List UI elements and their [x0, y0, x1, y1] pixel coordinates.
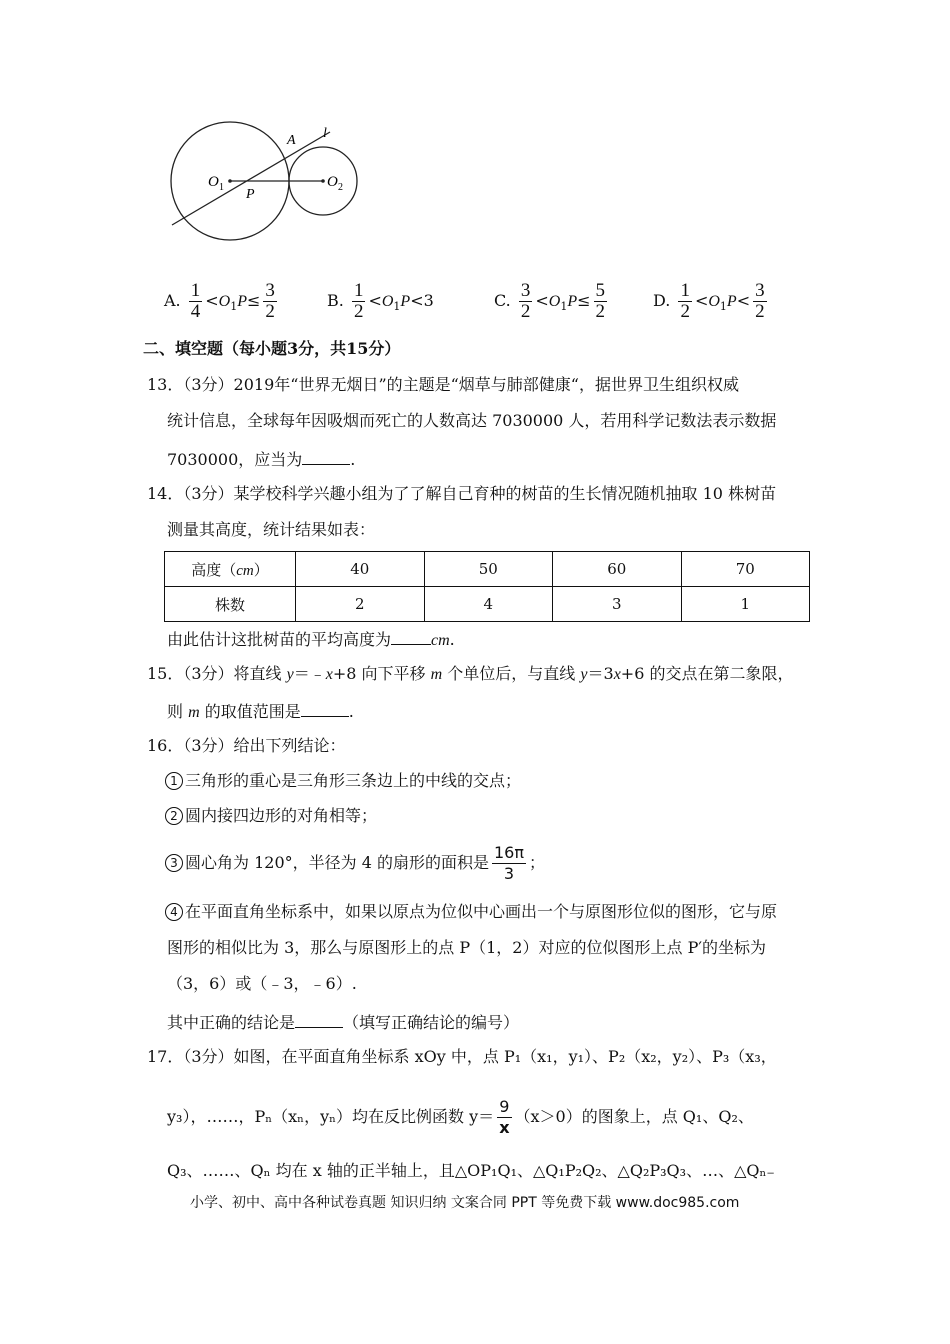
table-cell: 70	[681, 552, 810, 587]
q14-line3: 由此估计这批树苗的平均高度为 cm.	[167, 630, 455, 649]
inverse-function-frac: $\frac{9}{x}$	[499, 1097, 510, 1137]
section-title: 二、填空题（每小题3分，共15分）	[143, 339, 401, 358]
q15-line2: 则 m 的取值范围是 .	[167, 702, 354, 721]
q13-line1: 13．（3分）2019年“世界无烟日”的主题是“烟草与肺部健康“，据世界卫生组织权威	[147, 375, 739, 394]
label-p: P	[246, 187, 255, 202]
point-o2	[321, 179, 325, 183]
table-row	[165, 552, 810, 587]
q16-item4-line1: 4 在平面直角坐标系中，如果以原点为位似中心画出一个与原图形位似的图形，它与原	[165, 902, 777, 922]
number-circle: 4	[165, 903, 183, 921]
table-header-count: 株数	[165, 587, 296, 622]
table-cell: 60	[553, 552, 682, 587]
table-cell: 4	[424, 587, 553, 622]
label-o2-sub: 2	[338, 182, 343, 193]
sector-area-frac: $\frac{16\pi}{3}$	[493, 843, 524, 883]
answer-blank	[295, 1011, 343, 1028]
q14-line1: 14．（3分）某学校科学兴趣小组为了了解自己育种的树苗的生长情况随机抽取 10 株树苗	[147, 484, 777, 503]
option-b: B. $\frac{1}{2}$ $<O_1P<3$	[327, 280, 434, 322]
q16-item4-line2: 图形的相似比为 3，那么与原图形上的点 P（1，2）对应的位似图形上点 P′的坐标为	[167, 938, 766, 957]
answer-blank	[302, 448, 350, 465]
q13-line3: 7030000，应当为 .	[167, 450, 356, 469]
q16-item3: 3 圆心角为 120°，半径为 4 的扇形的面积是 $\frac{16\pi}{3}$ ；	[165, 840, 545, 886]
option-d: D. $\frac{1}{2}$ $<O_1P<$ $\frac{3}{2}$	[653, 280, 765, 322]
q16-item4-line3: （3，6）或（﹣3，﹣6）.	[167, 974, 357, 993]
table-row	[165, 587, 810, 622]
number-circle: 3	[165, 854, 183, 872]
table-cell: 40	[296, 552, 425, 587]
q16-item2: 2 圆内接四边形的对角相等；	[165, 806, 377, 826]
table-cell: 2	[296, 587, 425, 622]
table-cell: 1	[681, 587, 810, 622]
number-circle: 1	[165, 772, 183, 790]
q15-line1: 15．（3分）将直线 y＝﹣x+8 向下平移 m 个单位后，与直线 y＝3x+6 的交点在第二象限，	[147, 664, 794, 683]
point-o1	[228, 179, 232, 183]
height-table	[164, 551, 810, 622]
label-o1-sub: 1	[219, 182, 224, 193]
answer-blank	[391, 628, 431, 645]
table-header-height: 高度（cm）	[165, 552, 296, 587]
q17-line2: y₃），……，Pₙ（xₙ，yₙ）均在反比例函数 y＝ $\frac{9}{x}$ （x＞0）的图象上，点 Q₁、Q₂、	[167, 1097, 754, 1137]
q14-line2: 测量其高度，统计结果如表：	[167, 520, 376, 539]
label-o1: O	[208, 174, 219, 190]
answer-blank	[301, 700, 349, 717]
q17-line1: 17．（3分）如图，在平面直角坐标系 xOy 中，点 P₁（x₁，y₁）、P₂（x₂，y₂）、P₃（x₃，	[147, 1047, 777, 1066]
q13-line2: 统计信息，全球每年因吸烟而死亡的人数高达 7030000 人，若用科学记数法表示数据	[167, 411, 777, 430]
geometry-figure	[160, 110, 370, 250]
table-cell: 50	[424, 552, 553, 587]
q17-line3: Q₃、……、Qₙ 均在 x 轴的正半轴上，且△OP₁Q₁、△Q₁P₂Q₂、△Q₂P₃Q₃、…、△Qₙ₋	[167, 1161, 775, 1180]
q16-item1: 1 三角形的重心是三角形三条边上的中线的交点；	[165, 771, 521, 791]
label-a: A	[287, 133, 296, 148]
q16-conclusion: 其中正确的结论是 （填写正确结论的编号）	[167, 1013, 520, 1032]
q16-line1: 16．（3分）给出下列结论：	[147, 736, 346, 755]
option-a: A. $\frac{1}{4}$ $<O_1P\le$ $\frac{3}{2}$	[164, 280, 275, 322]
table-cell: 3	[553, 587, 682, 622]
number-circle: 2	[165, 807, 183, 825]
option-a-left-frac: $\frac{1}{4}$	[190, 280, 201, 322]
label-o2: O	[327, 174, 338, 190]
page-footer: 小学、初中、高中各种试卷真题 知识归纳 文案合同 PPT 等免费下载 www.doc985.com	[190, 1195, 740, 1211]
label-l: l	[323, 126, 327, 141]
option-c: C. $\frac{3}{2}$ $<O_1P\le$ $\frac{5}{2}$	[494, 280, 606, 322]
